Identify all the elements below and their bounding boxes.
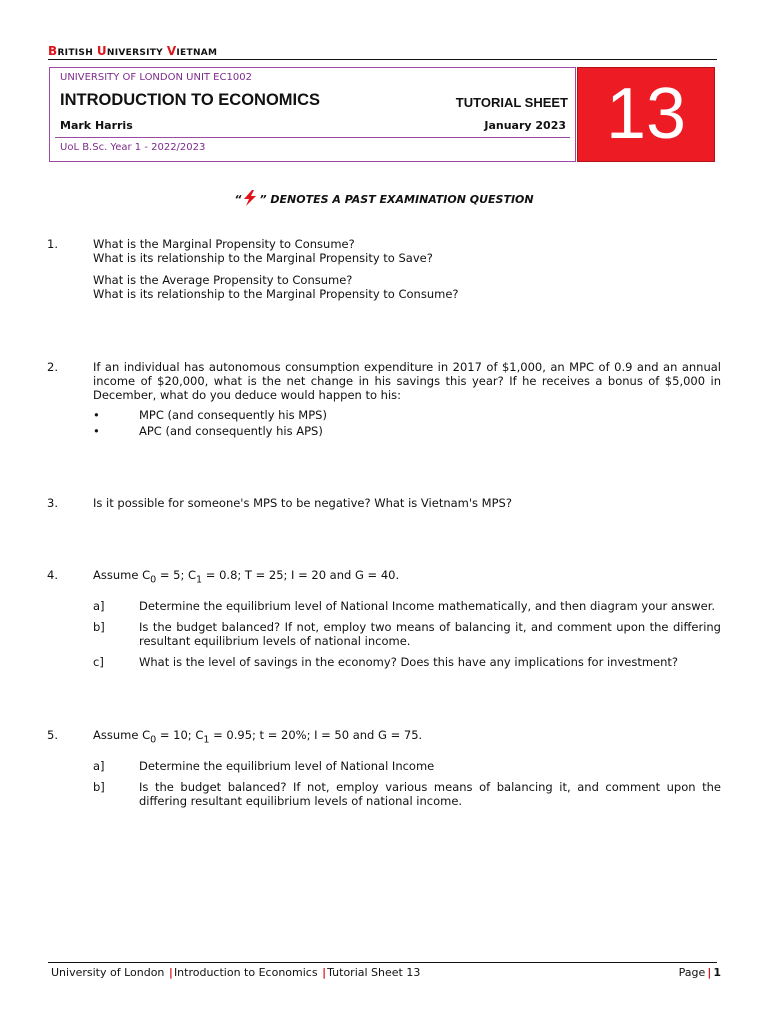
question-number: 2. (47, 360, 58, 374)
question-2-bullet: MPC (and consequently his MPS) (139, 408, 327, 422)
notice-text: DENOTES A PAST EXAMINATION QUESTION (270, 193, 534, 206)
brand-word: NIVERSITY (106, 48, 164, 58)
sheet-label: TUTORIAL SHEET (455, 95, 568, 110)
subscript: 0 (150, 734, 157, 746)
bullet-icon: • (93, 424, 100, 438)
assume-prefix: Assume C (93, 728, 151, 742)
brand-initial: V (166, 44, 177, 58)
author-name: Mark Harris (60, 119, 133, 132)
header-inner-divider (55, 137, 570, 138)
open-quote: “ (234, 193, 242, 206)
course-title: INTRODUCTION TO ECONOMICS (60, 91, 321, 109)
footer-separator: | (168, 966, 173, 979)
bullet-icon: • (93, 408, 100, 422)
part-text: Is the budget balanced? If not, employ two means of balancing it, and comment upon the differing resultant equilibrium levels of national income. (139, 620, 721, 648)
university-brand (48, 44, 217, 58)
page-indicator (600, 966, 721, 979)
sheet-date: January 2023 (484, 119, 566, 132)
question-1-line: What is the Average Propensity to Consume? (93, 273, 353, 287)
part-text: What is the level of savings in the economy? Does this have any implications for investment? (139, 655, 679, 669)
question-number: 3. (47, 496, 58, 510)
brand-word: RITISH (57, 48, 94, 58)
subscript: 1 (196, 574, 203, 586)
lightning-bolt-icon (241, 190, 259, 209)
assume-mid: = 10; C (156, 728, 204, 742)
footer-divider (48, 962, 717, 963)
part-label: b] (93, 620, 105, 634)
brand-initial: U (96, 44, 107, 58)
brand-word: IETNAM (176, 48, 218, 58)
part-text: Determine the equilibrium level of National Income mathematically, and then diagram your answer. (139, 599, 716, 613)
footer-separator: | (322, 966, 327, 979)
header-divider (48, 59, 717, 60)
question-number: 1. (47, 237, 58, 251)
question-2-text: If an individual has autonomous consumption expenditure in 2017 of $1,000, an MPC of 0.9 and an annual income of $20,000, what is the net change in his savings this year? If he receives a bonus of $5,000 in December, what do you deduce would happen to his: (93, 360, 721, 402)
page-number: 1 (713, 966, 721, 979)
assume-prefix: Assume C (93, 568, 151, 582)
part-label: a] (93, 759, 105, 773)
subscript: 1 (203, 734, 210, 746)
question-5-assumptions (93, 728, 422, 747)
unit-code: UNIVERSITY OF LONDON UNIT EC1002 (60, 72, 252, 83)
page-label: Page (678, 966, 706, 979)
question-2-bullet: APC (and consequently his APS) (139, 424, 323, 438)
close-quote: ” (259, 193, 267, 206)
assume-rest: = 0.95; t = 20%; I = 50 and G = 75. (209, 728, 423, 742)
footer-sheet: Tutorial Sheet 13 (327, 966, 421, 979)
part-label: a] (93, 599, 105, 613)
assume-rest: = 0.8; T = 25; I = 20 and G = 40. (202, 568, 400, 582)
question-4-assumptions (93, 568, 399, 587)
footer-university: University of London (51, 966, 165, 979)
part-label: c] (93, 655, 104, 669)
question-1-line: What is its relationship to the Marginal Propensity to Save? (93, 251, 433, 265)
part-text: Is the budget balanced? If not, employ various means of balancing it, and comment upon the differing resultant equilibrium levels of national income. (139, 780, 721, 808)
sheet-number-badge: 13 (577, 67, 715, 162)
brand-initial: B (48, 44, 58, 58)
question-1-line: What is the Marginal Propensity to Consume? (93, 237, 355, 251)
question-number: 4. (47, 568, 58, 582)
subscript: 0 (150, 574, 157, 586)
exam-notice (0, 190, 768, 209)
question-3-text: Is it possible for someone's MPS to be negative? What is Vietnam's MPS? (93, 496, 512, 510)
year-line: UoL B.Sc. Year 1 - 2022/2023 (60, 142, 206, 153)
footer-separator: | (707, 966, 712, 979)
footer-course: Introduction to Economics (173, 966, 318, 979)
part-text: Determine the equilibrium level of National Income (139, 759, 435, 773)
question-1-line: What is its relationship to the Marginal Propensity to Consume? (93, 287, 459, 301)
footer-course-info (51, 966, 420, 979)
assume-mid: = 5; C (156, 568, 197, 582)
question-number: 5. (47, 728, 58, 742)
part-label: b] (93, 780, 105, 794)
